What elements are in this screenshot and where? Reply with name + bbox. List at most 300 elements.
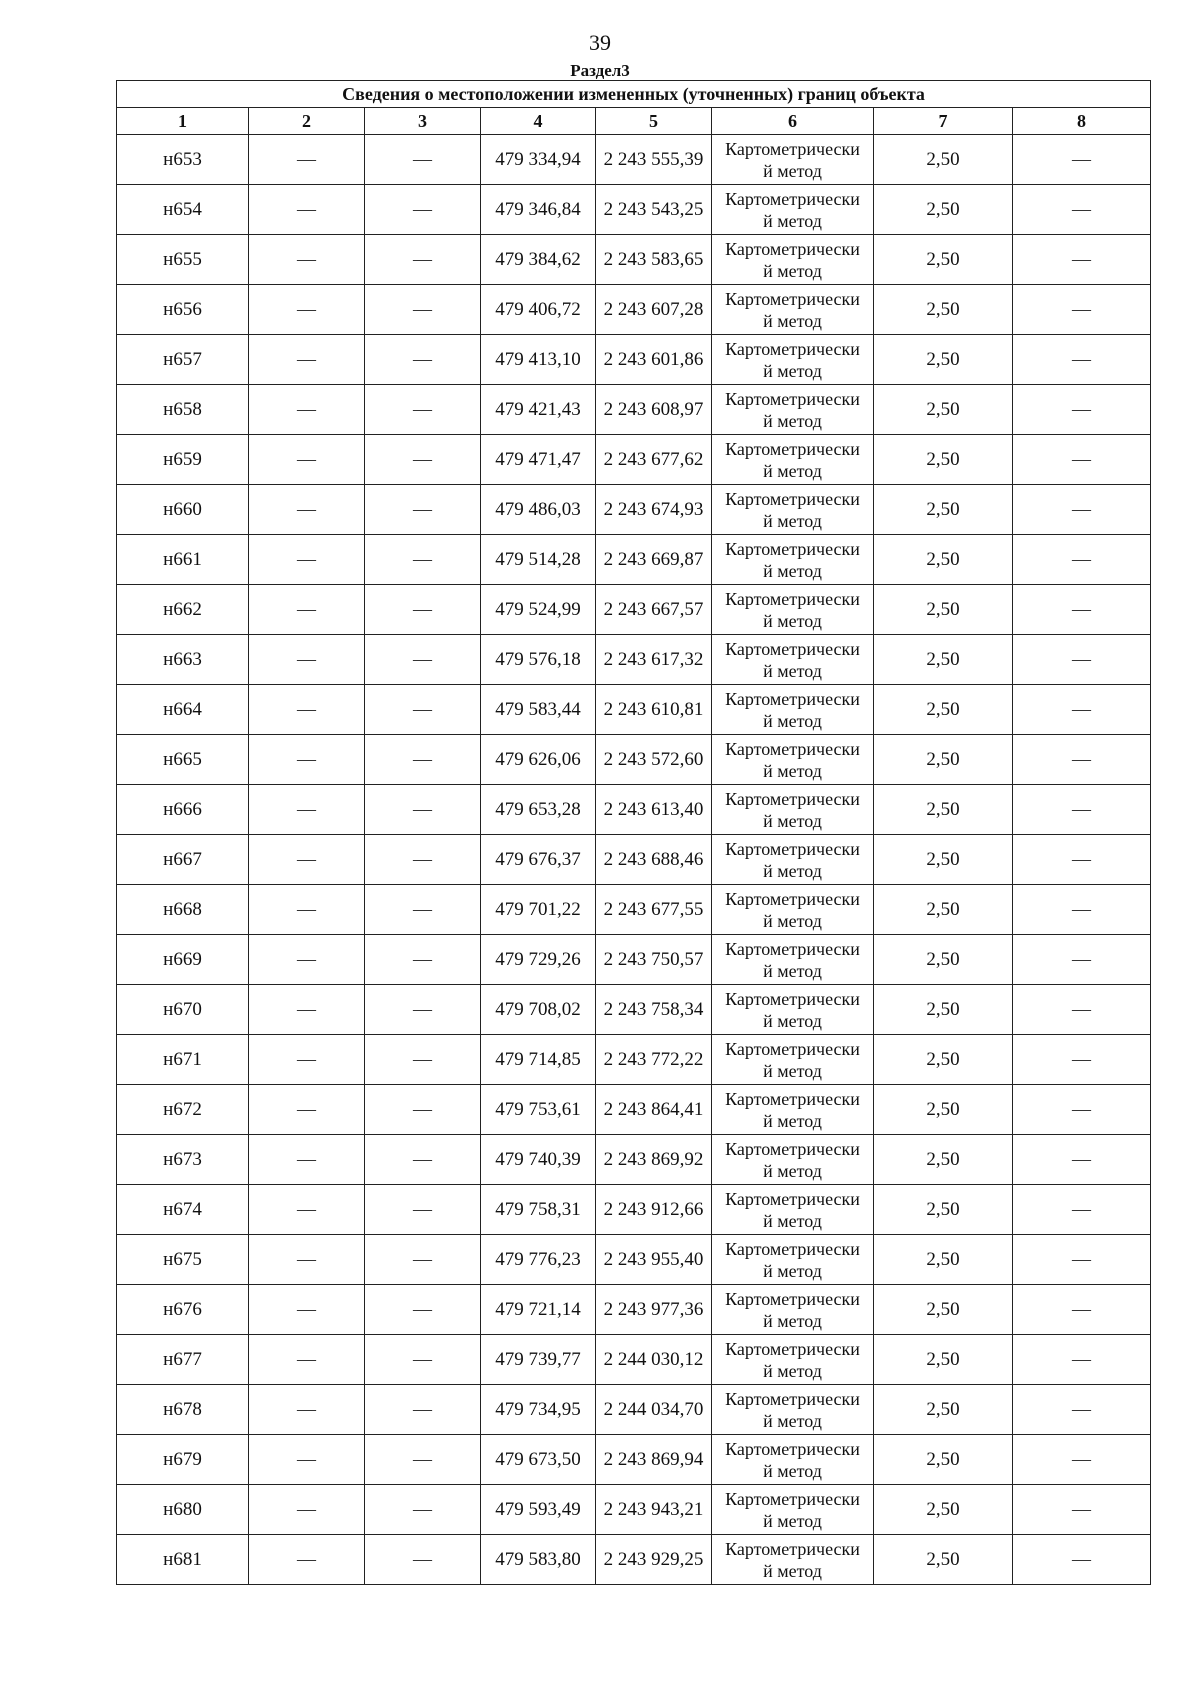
y-coordinate-cell: 2 243 607,28 xyxy=(596,285,712,335)
accuracy-cell: 2,50 xyxy=(874,185,1013,235)
method-cell xyxy=(712,185,874,235)
table-row xyxy=(117,1185,1151,1235)
method-text-line2: й метод xyxy=(763,260,822,281)
method-cell xyxy=(712,735,874,785)
col3-cell: — xyxy=(365,985,481,1035)
point-id-cell: н664 xyxy=(117,685,249,735)
x-coordinate-cell: 479 514,28 xyxy=(481,535,596,585)
col2-cell: — xyxy=(249,1035,365,1085)
col3-cell: — xyxy=(365,435,481,485)
table-row xyxy=(117,135,1151,185)
accuracy-cell: 2,50 xyxy=(874,585,1013,635)
col8-cell: — xyxy=(1013,1285,1151,1335)
method-text-line2: й метод xyxy=(763,1260,822,1281)
point-id-cell: н654 xyxy=(117,185,249,235)
method-text-line1: Картометрически xyxy=(725,1388,860,1409)
col2-cell: — xyxy=(249,1135,365,1185)
column-number: 7 xyxy=(874,108,1013,135)
point-id-cell: н666 xyxy=(117,785,249,835)
method-text-line2: й метод xyxy=(763,460,822,481)
method-text-line1: Картометрически xyxy=(725,988,860,1009)
method-text-line2: й метод xyxy=(763,1560,822,1581)
x-coordinate-cell: 479 708,02 xyxy=(481,985,596,1035)
col2-cell: — xyxy=(249,935,365,985)
y-coordinate-cell: 2 243 677,55 xyxy=(596,885,712,935)
method-cell xyxy=(712,785,874,835)
method-text-line2: й метод xyxy=(763,1160,822,1181)
point-id-cell: н653 xyxy=(117,135,249,185)
col2-cell: — xyxy=(249,785,365,835)
col2-cell: — xyxy=(249,385,365,435)
method-cell xyxy=(712,235,874,285)
col3-cell: — xyxy=(365,485,481,535)
method-cell xyxy=(712,485,874,535)
column-number: 6 xyxy=(712,108,874,135)
x-coordinate-cell: 479 653,28 xyxy=(481,785,596,835)
col2-cell: — xyxy=(249,1085,365,1135)
method-cell xyxy=(712,885,874,935)
method-text-line2: й метод xyxy=(763,1210,822,1231)
col8-cell: — xyxy=(1013,1485,1151,1535)
point-id-cell: н655 xyxy=(117,235,249,285)
col3-cell: — xyxy=(365,1485,481,1535)
col8-cell: — xyxy=(1013,135,1151,185)
col8-cell: — xyxy=(1013,785,1151,835)
table-row xyxy=(117,285,1151,335)
col2-cell: — xyxy=(249,835,365,885)
method-text-line1: Картометрически xyxy=(725,1038,860,1059)
col3-cell: — xyxy=(365,785,481,835)
accuracy-cell: 2,50 xyxy=(874,1185,1013,1235)
accuracy-cell: 2,50 xyxy=(874,385,1013,435)
y-coordinate-cell: 2 243 912,66 xyxy=(596,1185,712,1235)
x-coordinate-cell: 479 714,85 xyxy=(481,1035,596,1085)
method-text-line1: Картометрически xyxy=(725,388,860,409)
method-cell xyxy=(712,1185,874,1235)
method-cell xyxy=(712,1485,874,1535)
accuracy-cell: 2,50 xyxy=(874,535,1013,585)
col3-cell: — xyxy=(365,585,481,635)
method-text-line2: й метод xyxy=(763,810,822,831)
point-id-cell: н676 xyxy=(117,1285,249,1335)
column-number: 1 xyxy=(117,108,249,135)
method-text-line1: Картометрически xyxy=(725,1538,860,1559)
col2-cell: — xyxy=(249,1535,365,1585)
y-coordinate-cell: 2 243 750,57 xyxy=(596,935,712,985)
point-id-cell: н663 xyxy=(117,635,249,685)
accuracy-cell: 2,50 xyxy=(874,1385,1013,1435)
method-cell xyxy=(712,685,874,735)
method-cell xyxy=(712,435,874,485)
y-coordinate-cell: 2 243 610,81 xyxy=(596,685,712,735)
method-text-line2: й метод xyxy=(763,360,822,381)
method-text-line2: й метод xyxy=(763,1410,822,1431)
table-body xyxy=(117,135,1151,1585)
col3-cell: — xyxy=(365,1385,481,1435)
x-coordinate-cell: 479 739,77 xyxy=(481,1335,596,1385)
method-text-line2: й метод xyxy=(763,160,822,181)
y-coordinate-cell: 2 243 869,94 xyxy=(596,1435,712,1485)
method-cell xyxy=(712,635,874,685)
col8-cell: — xyxy=(1013,1385,1151,1435)
accuracy-cell: 2,50 xyxy=(874,1485,1013,1535)
x-coordinate-cell: 479 384,62 xyxy=(481,235,596,285)
method-text-line1: Картометрически xyxy=(725,588,860,609)
col2-cell: — xyxy=(249,635,365,685)
accuracy-cell: 2,50 xyxy=(874,835,1013,885)
method-text-line1: Картометрически xyxy=(725,538,860,559)
col2-cell: — xyxy=(249,985,365,1035)
point-id-cell: н668 xyxy=(117,885,249,935)
col8-cell: — xyxy=(1013,1535,1151,1585)
col8-cell: — xyxy=(1013,535,1151,585)
x-coordinate-cell: 479 346,84 xyxy=(481,185,596,235)
method-cell xyxy=(712,985,874,1035)
point-id-cell: н671 xyxy=(117,1035,249,1085)
method-text-line1: Картометрически xyxy=(725,438,860,459)
x-coordinate-cell: 479 576,18 xyxy=(481,635,596,685)
table-row xyxy=(117,1385,1151,1435)
table-row xyxy=(117,1435,1151,1485)
y-coordinate-cell: 2 244 030,12 xyxy=(596,1335,712,1385)
col2-cell: — xyxy=(249,1185,365,1235)
accuracy-cell: 2,50 xyxy=(874,635,1013,685)
accuracy-cell: 2,50 xyxy=(874,1435,1013,1485)
col3-cell: — xyxy=(365,1535,481,1585)
table-row xyxy=(117,1085,1151,1135)
x-coordinate-cell: 479 673,50 xyxy=(481,1435,596,1485)
col8-cell: — xyxy=(1013,1135,1151,1185)
x-coordinate-cell: 479 471,47 xyxy=(481,435,596,485)
table-row xyxy=(117,385,1151,435)
method-text-line2: й метод xyxy=(763,510,822,531)
x-coordinate-cell: 479 413,10 xyxy=(481,335,596,385)
point-id-cell: н677 xyxy=(117,1335,249,1385)
section-title: Раздел3 xyxy=(570,61,630,80)
method-text-line2: й метод xyxy=(763,1060,822,1081)
col2-cell: — xyxy=(249,735,365,785)
point-id-cell: н662 xyxy=(117,585,249,635)
col3-cell: — xyxy=(365,335,481,385)
method-cell xyxy=(712,535,874,585)
method-text-line2: й метод xyxy=(763,1310,822,1331)
col2-cell: — xyxy=(249,1435,365,1485)
col8-cell: — xyxy=(1013,935,1151,985)
y-coordinate-cell: 2 243 677,62 xyxy=(596,435,712,485)
method-text-line1: Картометрически xyxy=(725,1288,860,1309)
x-coordinate-cell: 479 740,39 xyxy=(481,1135,596,1185)
method-text-line1: Картометрически xyxy=(725,638,860,659)
method-cell xyxy=(712,135,874,185)
y-coordinate-cell: 2 243 943,21 xyxy=(596,1485,712,1535)
method-text-line2: й метод xyxy=(763,960,822,981)
table-row xyxy=(117,1285,1151,1335)
col8-cell: — xyxy=(1013,285,1151,335)
y-coordinate-cell: 2 243 864,41 xyxy=(596,1085,712,1135)
col2-cell: — xyxy=(249,435,365,485)
col2-cell: — xyxy=(249,285,365,335)
method-text-line1: Картометрически xyxy=(725,338,860,359)
table-row xyxy=(117,785,1151,835)
col3-cell: — xyxy=(365,835,481,885)
col8-cell: — xyxy=(1013,985,1151,1035)
method-text-line2: й метод xyxy=(763,210,822,231)
y-coordinate-cell: 2 243 572,60 xyxy=(596,735,712,785)
page-number: 39 xyxy=(589,30,611,55)
method-text-line1: Картометрически xyxy=(725,1138,860,1159)
col2-cell: — xyxy=(249,535,365,585)
col2-cell: — xyxy=(249,485,365,535)
point-id-cell: н679 xyxy=(117,1435,249,1485)
accuracy-cell: 2,50 xyxy=(874,1235,1013,1285)
table-row xyxy=(117,1535,1151,1585)
method-cell xyxy=(712,1285,874,1335)
method-cell xyxy=(712,1235,874,1285)
method-text-line1: Картометрически xyxy=(725,738,860,759)
accuracy-cell: 2,50 xyxy=(874,235,1013,285)
accuracy-cell: 2,50 xyxy=(874,1085,1013,1135)
table-row xyxy=(117,585,1151,635)
col8-cell: — xyxy=(1013,335,1151,385)
method-text-line1: Картометрически xyxy=(725,1438,860,1459)
col8-cell: — xyxy=(1013,235,1151,285)
table-row xyxy=(117,685,1151,735)
col3-cell: — xyxy=(365,1185,481,1235)
col2-cell: — xyxy=(249,1385,365,1435)
method-text-line2: й метод xyxy=(763,410,822,431)
x-coordinate-cell: 479 734,95 xyxy=(481,1385,596,1435)
method-cell xyxy=(712,335,874,385)
accuracy-cell: 2,50 xyxy=(874,885,1013,935)
x-coordinate-cell: 479 758,31 xyxy=(481,1185,596,1235)
y-coordinate-cell: 2 243 667,57 xyxy=(596,585,712,635)
method-text-line2: й метод xyxy=(763,1460,822,1481)
column-number: 2 xyxy=(249,108,365,135)
y-coordinate-cell: 2 243 688,46 xyxy=(596,835,712,885)
method-text-line1: Картометрически xyxy=(725,888,860,909)
method-cell xyxy=(712,1385,874,1435)
method-cell xyxy=(712,1035,874,1085)
col2-cell: — xyxy=(249,135,365,185)
col3-cell: — xyxy=(365,285,481,335)
x-coordinate-cell: 479 593,49 xyxy=(481,1485,596,1535)
method-cell xyxy=(712,285,874,335)
accuracy-cell: 2,50 xyxy=(874,485,1013,535)
method-cell xyxy=(712,585,874,635)
table-row xyxy=(117,635,1151,685)
method-cell xyxy=(712,1435,874,1485)
y-coordinate-cell: 2 243 601,86 xyxy=(596,335,712,385)
col8-cell: — xyxy=(1013,585,1151,635)
table-row xyxy=(117,1035,1151,1085)
y-coordinate-cell: 2 243 669,87 xyxy=(596,535,712,585)
col3-cell: — xyxy=(365,1435,481,1485)
table-row xyxy=(117,435,1151,485)
col8-cell: — xyxy=(1013,1435,1151,1485)
point-id-cell: н657 xyxy=(117,335,249,385)
point-id-cell: н665 xyxy=(117,735,249,785)
col8-cell: — xyxy=(1013,1035,1151,1085)
x-coordinate-cell: 479 334,94 xyxy=(481,135,596,185)
y-coordinate-cell: 2 243 613,40 xyxy=(596,785,712,835)
col8-cell: — xyxy=(1013,635,1151,685)
y-coordinate-cell: 2 243 955,40 xyxy=(596,1235,712,1285)
col8-cell: — xyxy=(1013,735,1151,785)
method-text-line2: й метод xyxy=(763,610,822,631)
col3-cell: — xyxy=(365,885,481,935)
col2-cell: — xyxy=(249,585,365,635)
y-coordinate-cell: 2 243 555,39 xyxy=(596,135,712,185)
method-text-line2: й метод xyxy=(763,760,822,781)
y-coordinate-cell: 2 243 543,25 xyxy=(596,185,712,235)
method-text-line2: й метод xyxy=(763,710,822,731)
table-row xyxy=(117,1135,1151,1185)
accuracy-cell: 2,50 xyxy=(874,685,1013,735)
col8-cell: — xyxy=(1013,435,1151,485)
x-coordinate-cell: 479 701,22 xyxy=(481,885,596,935)
y-coordinate-cell: 2 243 674,93 xyxy=(596,485,712,535)
col3-cell: — xyxy=(365,685,481,735)
method-text-line1: Картометрически xyxy=(725,688,860,709)
method-text-line1: Картометрически xyxy=(725,288,860,309)
method-text-line1: Картометрически xyxy=(725,838,860,859)
column-number: 4 xyxy=(481,108,596,135)
accuracy-cell: 2,50 xyxy=(874,335,1013,385)
method-text-line2: й метод xyxy=(763,660,822,681)
table-caption-row xyxy=(117,81,1151,108)
table-row xyxy=(117,735,1151,785)
col3-cell: — xyxy=(365,1235,481,1285)
col3-cell: — xyxy=(365,235,481,285)
y-coordinate-cell: 2 243 583,65 xyxy=(596,235,712,285)
col2-cell: — xyxy=(249,235,365,285)
method-cell xyxy=(712,935,874,985)
method-text-line2: й метод xyxy=(763,1110,822,1131)
method-cell xyxy=(712,385,874,435)
point-id-cell: н656 xyxy=(117,285,249,335)
table-row xyxy=(117,235,1151,285)
x-coordinate-cell: 479 626,06 xyxy=(481,735,596,785)
col3-cell: — xyxy=(365,135,481,185)
point-id-cell: н670 xyxy=(117,985,249,1035)
col2-cell: — xyxy=(249,1285,365,1335)
method-text-line1: Картометрически xyxy=(725,1238,860,1259)
accuracy-cell: 2,50 xyxy=(874,1535,1013,1585)
point-id-cell: н667 xyxy=(117,835,249,885)
method-text-line2: й метод xyxy=(763,1010,822,1031)
y-coordinate-cell: 2 243 758,34 xyxy=(596,985,712,1035)
col8-cell: — xyxy=(1013,485,1151,535)
col8-cell: — xyxy=(1013,1085,1151,1135)
col8-cell: — xyxy=(1013,835,1151,885)
col2-cell: — xyxy=(249,335,365,385)
method-text-line2: й метод xyxy=(763,560,822,581)
col3-cell: — xyxy=(365,1035,481,1085)
table-row xyxy=(117,485,1151,535)
point-id-cell: н669 xyxy=(117,935,249,985)
accuracy-cell: 2,50 xyxy=(874,735,1013,785)
accuracy-cell: 2,50 xyxy=(874,435,1013,485)
col2-cell: — xyxy=(249,1485,365,1535)
table-row xyxy=(117,885,1151,935)
col3-cell: — xyxy=(365,185,481,235)
y-coordinate-cell: 2 243 617,32 xyxy=(596,635,712,685)
y-coordinate-cell: 2 243 869,92 xyxy=(596,1135,712,1185)
point-id-cell: н660 xyxy=(117,485,249,535)
method-text-line1: Картометрически xyxy=(725,938,860,959)
col3-cell: — xyxy=(365,1085,481,1135)
method-cell xyxy=(712,1085,874,1135)
method-text-line1: Картометрически xyxy=(725,1488,860,1509)
method-text-line1: Картометрически xyxy=(725,1338,860,1359)
x-coordinate-cell: 479 676,37 xyxy=(481,835,596,885)
method-text-line1: Картометрически xyxy=(725,788,860,809)
accuracy-cell: 2,50 xyxy=(874,935,1013,985)
col3-cell: — xyxy=(365,1335,481,1385)
x-coordinate-cell: 479 583,80 xyxy=(481,1535,596,1585)
y-coordinate-cell: 2 243 608,97 xyxy=(596,385,712,435)
method-text-line1: Картометрически xyxy=(725,238,860,259)
x-coordinate-cell: 479 721,14 xyxy=(481,1285,596,1335)
method-text-line1: Картометрически xyxy=(725,488,860,509)
col8-cell: — xyxy=(1013,385,1151,435)
col3-cell: — xyxy=(365,1135,481,1185)
method-text-line2: й метод xyxy=(763,310,822,331)
method-text-line1: Картометрически xyxy=(725,1088,860,1109)
x-coordinate-cell: 479 753,61 xyxy=(481,1085,596,1135)
accuracy-cell: 2,50 xyxy=(874,135,1013,185)
y-coordinate-cell: 2 243 929,25 xyxy=(596,1535,712,1585)
col2-cell: — xyxy=(249,685,365,735)
table-row xyxy=(117,1335,1151,1385)
col8-cell: — xyxy=(1013,885,1151,935)
accuracy-cell: 2,50 xyxy=(874,285,1013,335)
x-coordinate-cell: 479 524,99 xyxy=(481,585,596,635)
col2-cell: — xyxy=(249,185,365,235)
point-id-cell: н672 xyxy=(117,1085,249,1135)
point-id-cell: н661 xyxy=(117,535,249,585)
method-text-line1: Картометрически xyxy=(725,188,860,209)
method-text-line2: й метод xyxy=(763,1360,822,1381)
point-id-cell: н678 xyxy=(117,1385,249,1435)
table-caption: Сведения о местоположении измененных (уточненных) границ объекта xyxy=(117,81,1151,108)
y-coordinate-cell: 2 244 034,70 xyxy=(596,1385,712,1435)
col2-cell: — xyxy=(249,1335,365,1385)
column-numbers-row xyxy=(117,108,1151,135)
x-coordinate-cell: 479 776,23 xyxy=(481,1235,596,1285)
point-id-cell: н659 xyxy=(117,435,249,485)
col3-cell: — xyxy=(365,635,481,685)
table-row xyxy=(117,1485,1151,1535)
table-row xyxy=(117,535,1151,585)
accuracy-cell: 2,50 xyxy=(874,1285,1013,1335)
x-coordinate-cell: 479 421,43 xyxy=(481,385,596,435)
col8-cell: — xyxy=(1013,1185,1151,1235)
boundary-table xyxy=(116,80,1151,1585)
y-coordinate-cell: 2 243 977,36 xyxy=(596,1285,712,1335)
table-row xyxy=(117,185,1151,235)
accuracy-cell: 2,50 xyxy=(874,985,1013,1035)
point-id-cell: н681 xyxy=(117,1535,249,1585)
accuracy-cell: 2,50 xyxy=(874,1335,1013,1385)
table-row xyxy=(117,335,1151,385)
col3-cell: — xyxy=(365,935,481,985)
accuracy-cell: 2,50 xyxy=(874,785,1013,835)
col8-cell: — xyxy=(1013,685,1151,735)
method-cell xyxy=(712,835,874,885)
method-text-line2: й метод xyxy=(763,910,822,931)
x-coordinate-cell: 479 583,44 xyxy=(481,685,596,735)
